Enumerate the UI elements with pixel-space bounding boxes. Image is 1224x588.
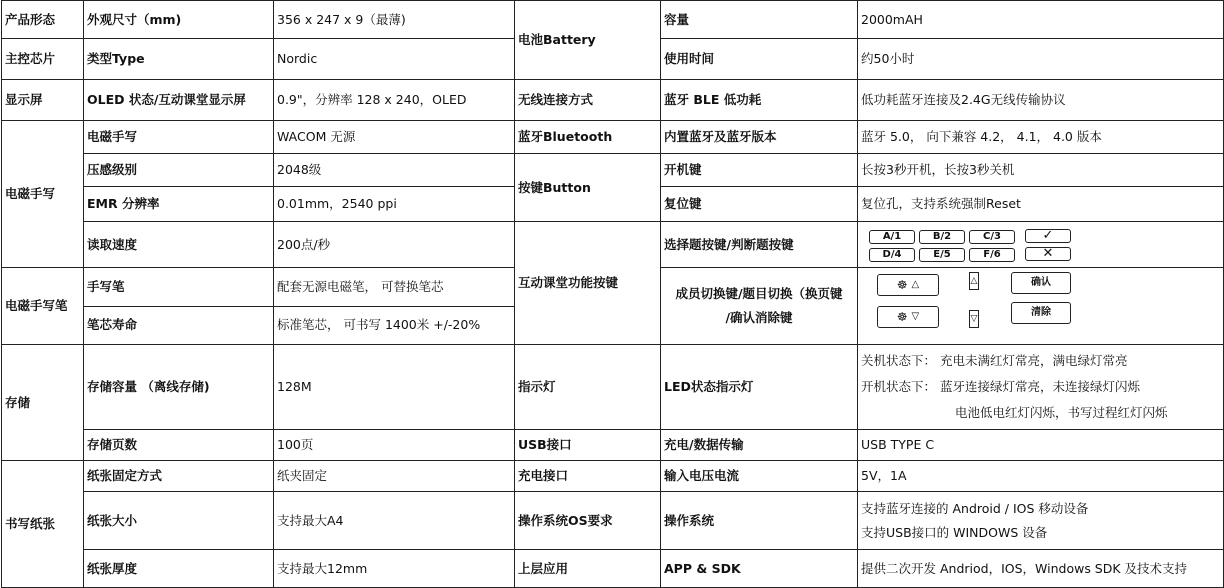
key-cell: 蓝牙 BLE 低功耗 <box>661 80 858 121</box>
table-row <box>2 121 1224 154</box>
table-row <box>2 550 1224 588</box>
key-cell: 电磁手写 <box>84 121 274 154</box>
page-keys-cell <box>858 268 1224 345</box>
key-cell: 纸张固定方式 <box>84 461 274 492</box>
key-line: 成员切换键/题目切换（换页键 <box>675 286 843 301</box>
key-cell: 容量 <box>661 1 858 39</box>
key-c3-button[interactable]: C/3 <box>969 230 1015 244</box>
key-cell: 输入电压电流 <box>661 461 858 492</box>
page-up-button[interactable] <box>877 274 939 296</box>
value-cell: 100页 <box>274 430 515 461</box>
key-b2-button[interactable]: B/2 <box>919 230 965 244</box>
key-cell: 读取速度 <box>84 222 274 268</box>
category-cell: 蓝牙Bluetooth <box>515 121 661 154</box>
key-d4-button[interactable]: D/4 <box>869 248 915 262</box>
table-row <box>2 222 1224 268</box>
key-cell: EMR 分辨率 <box>84 187 274 222</box>
key-cell: APP & SDK <box>661 550 858 588</box>
value-cell: 标准笔芯， 可书写 1400米 +/-20% <box>274 306 515 345</box>
key-cell: 纸张厚度 <box>84 550 274 588</box>
key-cell: 选择题按键/判断题按键 <box>661 222 858 268</box>
key-cell: 开机键 <box>661 154 858 187</box>
category-cell: 指示灯 <box>515 345 661 430</box>
category-cell: USB接口 <box>515 430 661 461</box>
answer-keys-cell <box>858 222 1224 268</box>
value-cell: 支持最大A4 <box>274 492 515 550</box>
table-row <box>2 154 1224 187</box>
value-cell: Nordic <box>274 39 515 80</box>
category-cell: 电磁手写笔 <box>2 268 84 345</box>
key-cell: LED状态指示灯 <box>661 345 858 430</box>
value-cell: 复位孔，支持系统强制Reset <box>858 187 1224 222</box>
key-cell: 手写笔 <box>84 268 274 307</box>
key-cell: 存储页数 <box>84 430 274 461</box>
value-cell: USB TYPE C <box>858 430 1224 461</box>
spec-table <box>1 0 1224 588</box>
category-cell: 电磁手写 <box>2 121 84 268</box>
triangle-up-icon: △ <box>911 279 920 290</box>
category-cell: 操作系统OS要求 <box>515 492 661 550</box>
key-cell: OLED 状态/互动课堂显示屏 <box>84 80 274 121</box>
value-cell: 356 x 247 x 9（最薄) <box>274 1 515 39</box>
key-a1-button[interactable]: A/1 <box>869 230 915 244</box>
value-cell: 约50小时 <box>858 39 1224 80</box>
value-cell: 200点/秒 <box>274 222 515 268</box>
category-cell: 充电接口 <box>515 461 661 492</box>
member-switch-icon: ☸ <box>896 310 908 324</box>
answer-keys-row-1 <box>861 227 1220 245</box>
cross-icon[interactable]: ✕ <box>1025 247 1071 261</box>
category-cell: 显示屏 <box>2 80 84 121</box>
small-down-arrow-icon: ▽ <box>969 310 979 328</box>
value-cell: 配套无源电磁笔， 可替换笔芯 <box>274 268 515 307</box>
table-row <box>2 80 1224 121</box>
table-row <box>2 461 1224 492</box>
value-cell: 0.9"，分辨率 128 x 240，OLED <box>274 80 515 121</box>
triangle-down-icon: ▽ <box>911 311 920 322</box>
value-cell: 5V，1A <box>858 461 1224 492</box>
category-cell: 按键Button <box>515 154 661 222</box>
member-switch-icon: ☸ <box>896 278 908 292</box>
value-cell: 2000mAH <box>858 1 1224 39</box>
value-cell: WACOM 无源 <box>274 121 515 154</box>
table-row <box>2 430 1224 461</box>
category-cell: 电池Battery <box>515 1 661 80</box>
value-cell <box>858 345 1224 430</box>
key-cell: 复位键 <box>661 187 858 222</box>
clear-button[interactable]: 清除 <box>1011 302 1071 324</box>
key-cell: 使用时间 <box>661 39 858 80</box>
value-line: 支持蓝牙连接的 Android / IOS 移动设备 <box>861 500 1089 516</box>
key-cell <box>661 268 858 345</box>
value-cell: 长按3秒开机，长按3秒关机 <box>858 154 1224 187</box>
value-cell: 低功耗蓝牙连接及2.4G无线传输协议 <box>858 80 1224 121</box>
key-cell: 外观尺寸（mm) <box>84 1 274 39</box>
value-cell: 蓝牙 5.0， 向下兼容 4.2， 4.1， 4.0 版本 <box>858 121 1224 154</box>
small-up-arrow-icon: △ <box>969 272 979 290</box>
value-cell: 支持最大12mm <box>274 550 515 588</box>
page-down-button[interactable] <box>877 306 939 328</box>
table-row <box>2 345 1224 430</box>
value-cell: 纸夹固定 <box>274 461 515 492</box>
value-line: 关机状态下： 充电未满红灯常亮，满电绿灯常亮 <box>861 353 1128 368</box>
category-cell: 互动课堂功能按键 <box>515 222 661 345</box>
confirm-button[interactable]: 确认 <box>1011 272 1071 294</box>
key-cell: 内置蓝牙及蓝牙版本 <box>661 121 858 154</box>
key-cell: 压感级别 <box>84 154 274 187</box>
category-cell: 无线连接方式 <box>515 80 661 121</box>
key-f6-button[interactable]: F/6 <box>969 248 1015 262</box>
table-row <box>2 1 1224 39</box>
category-cell: 存储 <box>2 345 84 461</box>
check-icon[interactable]: ✓ <box>1025 229 1071 243</box>
key-cell: 类型Type <box>84 39 274 80</box>
answer-keys-row-2 <box>861 245 1220 263</box>
key-cell: 充电/数据传输 <box>661 430 858 461</box>
value-cell <box>858 492 1224 550</box>
key-cell: 纸张大小 <box>84 492 274 550</box>
key-cell: 存储容量 （离线存储) <box>84 345 274 430</box>
category-cell: 产品形态 <box>2 1 84 39</box>
category-cell: 上层应用 <box>515 550 661 588</box>
key-cell: 笔芯寿命 <box>84 306 274 345</box>
category-cell: 书写纸张 <box>2 461 84 588</box>
key-e5-button[interactable]: E/5 <box>919 248 965 262</box>
value-line: 电池低电红灯闪烁，书写过程红灯闪烁 <box>955 405 1168 420</box>
key-line: /确认消除键 <box>725 310 793 325</box>
category-cell: 主控芯片 <box>2 39 84 80</box>
value-line: 开机状态下： 蓝牙连接绿灯常亮，未连接绿灯闪烁 <box>861 379 1140 394</box>
key-cell: 操作系统 <box>661 492 858 550</box>
value-cell: 0.01mm，2540 ppi <box>274 187 515 222</box>
table-row <box>2 492 1224 550</box>
value-line: 支持USB接口的 WINDOWS 设备 <box>861 524 1048 540</box>
value-cell: 128M <box>274 345 515 430</box>
value-cell: 提供二次开发 Andriod，IOS，Windows SDK 及技术支持 <box>858 550 1224 588</box>
page-keys <box>861 268 1220 344</box>
value-cell: 2048级 <box>274 154 515 187</box>
